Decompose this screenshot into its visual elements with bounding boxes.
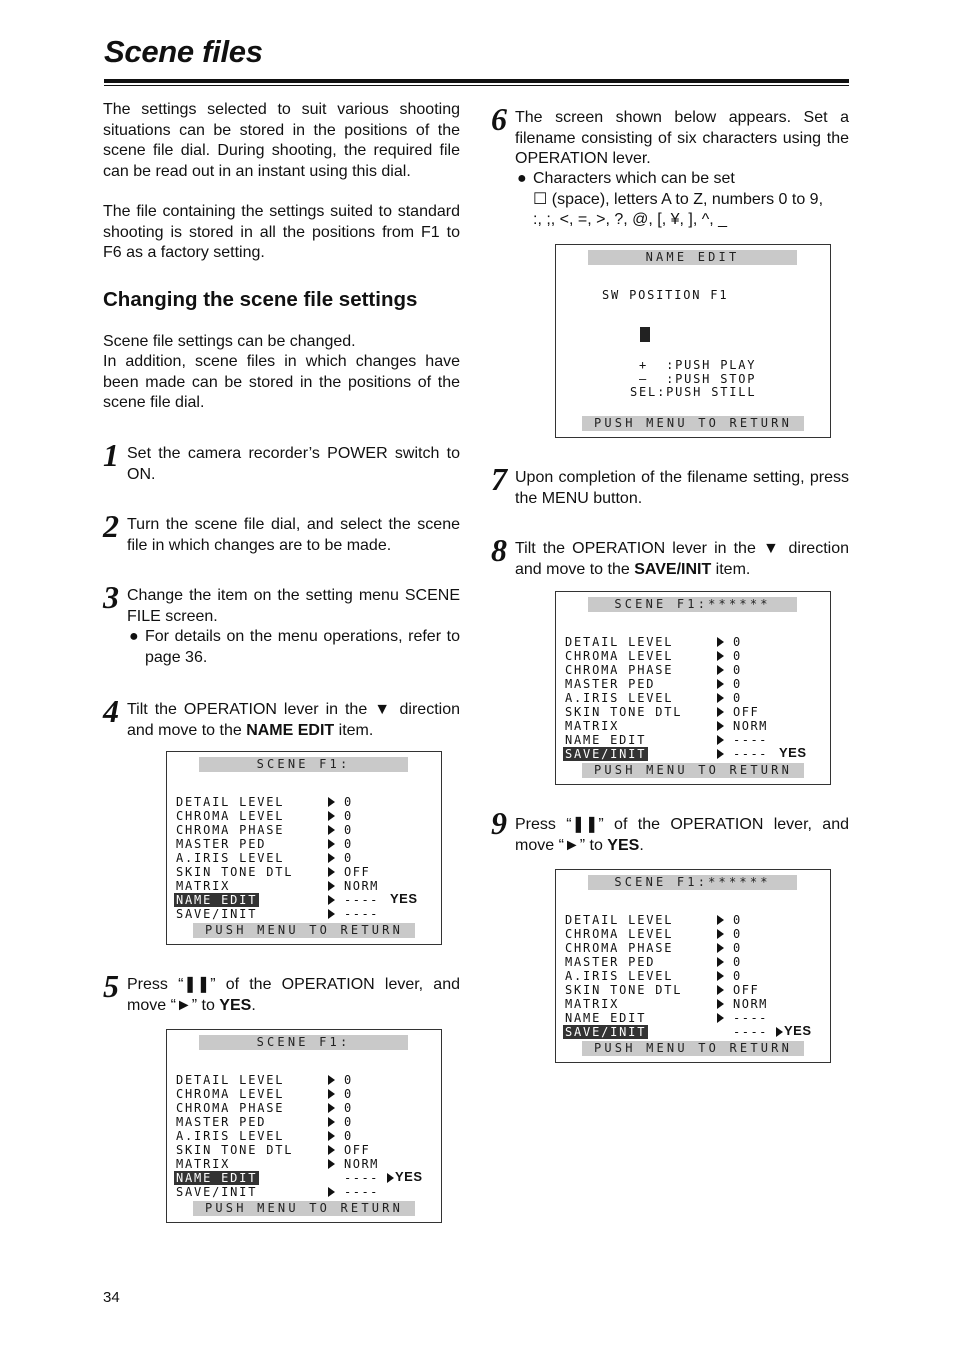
menu-item-value: 0 (344, 1073, 353, 1087)
arrow-icon (717, 679, 724, 689)
step-text: Change the item on the setting menu SCENE FILE screen. (127, 587, 460, 625)
arrow-icon (717, 707, 724, 717)
arrow-icon (328, 1075, 335, 1085)
arrow-icon (328, 1131, 335, 1141)
menu-item-label: CHROMA PHASE (565, 663, 674, 677)
menu-item-value: 0 (733, 691, 742, 705)
arrow-icon (328, 895, 335, 905)
menu-item-label-selected: NAME EDIT (176, 893, 258, 907)
menu-item-label: A.IRIS LEVEL (176, 1129, 285, 1143)
menu-item-label: CHROMA PHASE (176, 1101, 285, 1115)
title-rule-thin (104, 85, 849, 86)
arrow-icon (717, 943, 724, 953)
menu-item-label: NAME EDIT (565, 1011, 647, 1025)
menu-item-label: MATRIX (176, 1157, 231, 1171)
arrow-icon (717, 999, 724, 1009)
arrow-icon (717, 651, 724, 661)
arrow-icon (776, 1027, 783, 1037)
menu-item-value: NORM (733, 719, 768, 733)
arrow-icon (717, 929, 724, 939)
menu-item-value: NORM (344, 1157, 379, 1171)
menu-item-value: 0 (733, 649, 742, 663)
menu-item-value: 0 (733, 677, 742, 691)
menu-item-label: NAME EDIT (565, 733, 647, 747)
step-number: 2 (103, 508, 119, 544)
arrow-icon (717, 749, 724, 759)
screen-title-bar: SCENE F1: (199, 1035, 408, 1050)
menu-screen (166, 751, 442, 945)
screen-title-bar: SCENE F1:****** (588, 597, 797, 612)
menu-item-label: MATRIX (565, 719, 620, 733)
arrow-icon (717, 1013, 724, 1023)
page-number: 34 (103, 1289, 120, 1306)
menu-item-value: ---- (344, 907, 379, 921)
help-line: + :PUSH PLAY (639, 358, 757, 372)
yes-option: YES (395, 1169, 423, 1184)
menu-item-value: 0 (733, 927, 742, 941)
menu-item-label: DETAIL LEVEL (176, 795, 285, 809)
name-edit-screen (555, 244, 831, 438)
menu-item-value: OFF (733, 705, 760, 719)
arrow-icon (328, 881, 335, 891)
menu-item-value: ---- (733, 1025, 768, 1039)
screen-footer-bar: PUSH MENU TO RETURN (193, 1201, 415, 1216)
step-text: Press “❚❚” of the OPERATION lever, and move “►” to YES. (127, 976, 460, 1014)
menu-item-label: DETAIL LEVEL (565, 635, 674, 649)
menu-item-value: OFF (733, 983, 760, 997)
menu-screen (555, 591, 831, 785)
arrow-icon (328, 811, 335, 821)
section-intro-1: Scene file settings can be changed. (103, 333, 356, 350)
menu-item-value: NORM (344, 879, 379, 893)
menu-item-value: ---- (733, 1011, 768, 1025)
bullet-dot: ● (129, 628, 139, 645)
step-number: 9 (491, 805, 507, 841)
switch-position-text: SW POSITION F1 (602, 288, 729, 302)
menu-item-label: MASTER PED (176, 1115, 267, 1129)
yes-option: YES (779, 745, 807, 760)
menu-screen (555, 869, 831, 1063)
arrow-icon (717, 693, 724, 703)
menu-item-label: MASTER PED (565, 955, 656, 969)
menu-item-value: 0 (733, 635, 742, 649)
menu-item-value: ---- (344, 1185, 379, 1199)
step-bullet-text: Characters which can be set (533, 170, 735, 187)
help-line: – :PUSH STOP (639, 372, 757, 386)
menu-item-label: SKIN TONE DTL (565, 705, 683, 719)
arrow-icon (328, 825, 335, 835)
arrow-icon (328, 1145, 335, 1155)
step-number: 6 (491, 101, 507, 137)
screen-title-bar: SCENE F1: (199, 757, 408, 772)
screen-footer-bar: PUSH MENU TO RETURN (193, 923, 415, 938)
step-number: 5 (103, 968, 119, 1004)
arrow-icon (328, 1117, 335, 1127)
menu-item-label: MASTER PED (565, 677, 656, 691)
arrow-icon (387, 1173, 394, 1183)
arrow-icon (328, 853, 335, 863)
step-number: 7 (491, 461, 507, 497)
menu-item-label: SKIN TONE DTL (176, 865, 294, 879)
arrow-icon (717, 971, 724, 981)
menu-item-value: 0 (344, 851, 353, 865)
arrow-icon (328, 1089, 335, 1099)
menu-item-value: ---- (344, 893, 379, 907)
step-text: Set the camera recorder’s POWER switch to ON. (127, 445, 460, 483)
screen-title-bar: SCENE F1:****** (588, 875, 797, 890)
screen-footer-bar: PUSH MENU TO RETURN (582, 763, 804, 778)
arrow-icon (717, 985, 724, 995)
menu-item-value: 0 (733, 663, 742, 677)
arrow-icon (717, 915, 724, 925)
menu-item-label: DETAIL LEVEL (176, 1073, 285, 1087)
help-line: SEL:PUSH STILL (630, 385, 757, 399)
text-cursor (640, 327, 650, 342)
menu-item-label: SAVE/INIT (176, 1185, 258, 1199)
menu-item-value: OFF (344, 865, 371, 879)
step-number: 4 (103, 693, 119, 729)
arrow-icon (328, 867, 335, 877)
menu-item-label: A.IRIS LEVEL (565, 969, 674, 983)
menu-item-label: A.IRIS LEVEL (565, 691, 674, 705)
arrow-icon (328, 1103, 335, 1113)
menu-item-value: 0 (344, 809, 353, 823)
page-title: Scene files (104, 34, 263, 69)
menu-item-value: ---- (344, 1171, 379, 1185)
menu-item-label: DETAIL LEVEL (565, 913, 674, 927)
step-number: 8 (491, 532, 507, 568)
section-heading: Changing the scene file settings (103, 288, 418, 311)
yes-option: YES (390, 891, 418, 906)
menu-item-value: ---- (733, 747, 768, 761)
intro-paragraph-1: The settings selected to suit various shooting situations can be stored in the positions of the scene file dial. During shooting, the required file can be read out in an instant using this dial. (103, 101, 460, 180)
menu-item-value: 0 (344, 1129, 353, 1143)
menu-item-value: 0 (344, 1087, 353, 1101)
menu-item-label: MATRIX (565, 997, 620, 1011)
arrow-icon (717, 721, 724, 731)
menu-item-value: 0 (344, 1101, 353, 1115)
menu-item-label: MATRIX (176, 879, 231, 893)
allowed-characters-line-1: ☐ (space), letters A to Z, numbers 0 to 9, (533, 191, 824, 208)
menu-item-label: CHROMA LEVEL (565, 927, 674, 941)
arrow-icon (328, 1187, 335, 1197)
menu-item-label: CHROMA PHASE (565, 941, 674, 955)
step-bullet-text: For details on the menu operations, refer to page 36. (145, 628, 460, 666)
menu-item-label: CHROMA PHASE (176, 823, 285, 837)
menu-item-label: MASTER PED (176, 837, 267, 851)
menu-item-value: 0 (733, 913, 742, 927)
menu-item-value: 0 (344, 795, 353, 809)
intro-paragraph-2: The file containing the settings suited to standard shooting is stored in all the positions from F1 to F6 as a factory setting. (103, 203, 460, 261)
menu-item-label-selected: SAVE/INIT (565, 747, 647, 761)
menu-item-label: CHROMA LEVEL (565, 649, 674, 663)
menu-item-label: CHROMA LEVEL (176, 809, 285, 823)
step-text: Turn the scene file dial, and select the scene file in which changes are to be made. (127, 516, 460, 554)
arrow-icon (328, 839, 335, 849)
screen-footer-bar: PUSH MENU TO RETURN (582, 416, 804, 431)
step-text: Tilt the OPERATION lever in the ▼ direction and move to the NAME EDIT item. (127, 701, 460, 739)
menu-item-label: CHROMA LEVEL (176, 1087, 285, 1101)
arrow-icon (328, 797, 335, 807)
menu-screen (166, 1029, 442, 1223)
step-text: Tilt the OPERATION lever in the ▼ direction and move to the SAVE/INIT item. (515, 540, 849, 578)
menu-item-label-selected: NAME EDIT (176, 1171, 258, 1185)
step-number: 1 (103, 437, 119, 473)
menu-item-value: ---- (733, 733, 768, 747)
title-rule (104, 79, 849, 83)
step-text: Press “❚❚” of the OPERATION lever, and move “►” to YES. (515, 816, 849, 854)
menu-item-label: SKIN TONE DTL (565, 983, 683, 997)
arrow-icon (717, 665, 724, 675)
allowed-characters-line-2: :, ;, <, =, >, ?, @, [, ¥, ], ^, _ (533, 211, 728, 228)
arrow-icon (717, 637, 724, 647)
menu-item-value: 0 (733, 941, 742, 955)
menu-item-value: NORM (733, 997, 768, 1011)
yes-option: YES (784, 1023, 812, 1038)
arrow-icon (328, 909, 335, 919)
arrow-icon (717, 957, 724, 967)
menu-item-label: A.IRIS LEVEL (176, 851, 285, 865)
menu-item-label: SKIN TONE DTL (176, 1143, 294, 1157)
bullet-dot: ● (517, 170, 527, 187)
menu-item-value: 0 (344, 1115, 353, 1129)
arrow-icon (328, 1159, 335, 1169)
step-text: The screen shown below appears. Set a filename consisting of six characters using the OPERATION lever. (515, 109, 849, 167)
menu-item-value: 0 (344, 823, 353, 837)
section-intro-2: In addition, scene files in which changes have been made can be stored in the positions of the scene file dial. (103, 353, 460, 411)
step-text: Upon completion of the filename setting, press the MENU button. (515, 469, 849, 507)
step-number: 3 (103, 579, 119, 615)
menu-item-value: OFF (344, 1143, 371, 1157)
screen-footer-bar: PUSH MENU TO RETURN (582, 1041, 804, 1056)
arrow-icon (717, 735, 724, 745)
menu-item-label: SAVE/INIT (176, 907, 258, 921)
menu-item-value: 0 (733, 955, 742, 969)
menu-item-value: 0 (344, 837, 353, 851)
menu-item-value: 0 (733, 969, 742, 983)
screen-title-bar: NAME EDIT (588, 250, 797, 265)
menu-item-label-selected: SAVE/INIT (565, 1025, 647, 1039)
